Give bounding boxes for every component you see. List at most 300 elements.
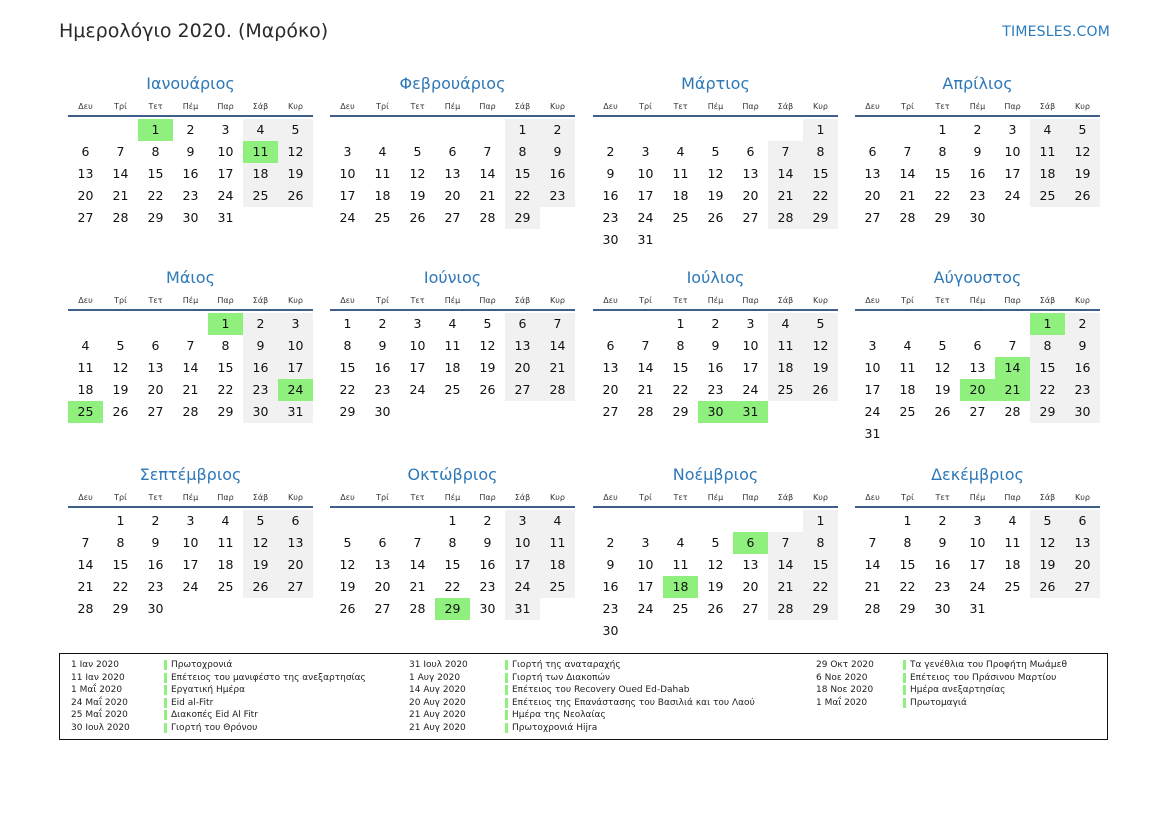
legend-color-marker (903, 685, 906, 695)
legend-color-marker (903, 673, 906, 683)
empty-cell (400, 510, 435, 532)
day-cell: 28 (768, 598, 803, 620)
empty-cell (68, 510, 103, 532)
holiday-day-cell: 11 (243, 141, 278, 163)
day-cell: 22 (803, 185, 838, 207)
day-cell: 20 (602, 382, 619, 397)
day-cell: 2 (378, 316, 387, 331)
day-cell: 25 (1004, 579, 1021, 594)
day-cell: 11 (540, 532, 575, 554)
day-cell: 19 (479, 360, 496, 375)
weekday-header (68, 294, 313, 311)
weekday-label: Κυρ (1075, 102, 1090, 111)
day-cell: 8 (803, 532, 838, 554)
day-cell: 24 (339, 210, 356, 225)
day-cell: 14 (768, 554, 803, 576)
empty-cell (68, 313, 103, 335)
legend-holiday-name: Eid al-Fitr (171, 697, 214, 708)
weekday-label: Πέμ (969, 296, 986, 305)
weekday-header (68, 100, 313, 117)
holiday-day-cell: 1 (208, 313, 243, 335)
empty-cell (890, 119, 925, 141)
day-cell: 15 (112, 557, 129, 572)
legend-holiday-name: Πρωτοχρονιά (171, 660, 233, 670)
empty-cell (733, 510, 768, 532)
day-cell: 2 (1065, 313, 1100, 335)
weekday-header (855, 294, 1100, 311)
weekday-label: Τρί (639, 493, 652, 502)
day-cell: 29 (1030, 401, 1065, 423)
day-cell: 6 (151, 338, 160, 353)
weekday-label: Σάβ (777, 102, 794, 111)
weekday-label: Σάβ (252, 493, 269, 502)
day-cell: 21 (899, 188, 916, 203)
day-cell: 1 (676, 316, 685, 331)
weekday-header (330, 100, 575, 117)
day-cell: 24 (637, 210, 654, 225)
legend-color-marker (164, 710, 167, 720)
day-cell: 26 (339, 601, 356, 616)
day-cell: 18 (768, 357, 803, 379)
weekday-label: Παρ (479, 102, 496, 111)
day-cell: 3 (868, 338, 877, 353)
weekday-header (593, 491, 838, 508)
day-cell: 15 (505, 163, 540, 185)
day-cell: 25 (243, 185, 278, 207)
holiday-legend (59, 653, 1108, 740)
day-cell: 31 (864, 426, 881, 441)
day-cell: 6 (1065, 510, 1100, 532)
day-cell: 31 (969, 601, 986, 616)
weekday-label: Δευ (78, 296, 93, 305)
day-cell: 26 (243, 576, 278, 598)
day-cell: 20 (742, 188, 759, 203)
day-cell: 2 (711, 316, 720, 331)
weekday-label: Τετ (148, 102, 163, 111)
day-cell: 25 (444, 382, 461, 397)
day-cell: 28 (479, 210, 496, 225)
day-grid (68, 510, 313, 620)
day-cell: 13 (742, 166, 759, 181)
day-cell: 30 (374, 404, 391, 419)
legend-holiday-name: Επέτειος του Recovery Oued Ed-Dahab (512, 685, 690, 695)
weekday-label: Τρί (639, 102, 652, 111)
day-cell: 11 (1004, 535, 1021, 550)
day-cell: 30 (602, 232, 619, 247)
month-name: Μάιος (166, 268, 215, 287)
day-cell: 8 (1030, 335, 1065, 357)
day-cell: 21 (409, 579, 426, 594)
day-cell: 6 (448, 144, 457, 159)
day-cell: 8 (343, 338, 352, 353)
day-cell: 11 (1030, 141, 1065, 163)
day-cell: 3 (221, 122, 230, 137)
weekday-label: Παρ (1004, 102, 1021, 111)
day-cell: 6 (278, 510, 313, 532)
legend-color-marker (505, 723, 508, 733)
empty-cell (768, 119, 803, 141)
day-cell: 28 (637, 404, 654, 419)
day-cell: 12 (243, 532, 278, 554)
weekday-label: Πέμ (182, 493, 199, 502)
day-cell: 3 (278, 313, 313, 335)
weekday-label: Τρί (376, 493, 389, 502)
day-cell: 28 (768, 207, 803, 229)
day-cell: 31 (505, 598, 540, 620)
day-cell: 8 (151, 144, 160, 159)
day-cell: 15 (803, 163, 838, 185)
legend-holiday-name: Γιορτή των Διακοπών (512, 672, 611, 683)
weekday-label: Κυρ (550, 296, 565, 305)
day-cell: 4 (448, 316, 457, 331)
weekday-label: Δευ (865, 102, 880, 111)
legend-holiday-name: Επέτειος του Πράσινου Μαρτίου (910, 672, 1057, 683)
day-cell: 23 (182, 188, 199, 203)
day-cell: 7 (768, 532, 803, 554)
legend-holiday-name: Επέτειος του μανιφέστο της ανεξαρτησίας (171, 672, 366, 683)
legend-date: 11 Ιαν 2020 (71, 672, 125, 683)
day-cell: 9 (540, 141, 575, 163)
day-cell: 13 (969, 360, 986, 375)
day-cell: 21 (637, 382, 654, 397)
holiday-day-cell: 29 (435, 598, 470, 620)
day-cell: 5 (483, 316, 492, 331)
holiday-day-cell: 14 (995, 357, 1030, 379)
empty-cell (925, 313, 960, 335)
weekday-label: Πέμ (707, 493, 724, 502)
day-cell: 22 (112, 579, 129, 594)
month-calendar (68, 72, 313, 229)
day-cell: 14 (182, 360, 199, 375)
day-cell: 2 (151, 513, 160, 528)
empty-cell (855, 119, 890, 141)
day-grid (68, 313, 313, 423)
empty-cell (890, 313, 925, 335)
day-cell: 12 (707, 557, 724, 572)
empty-cell (855, 313, 890, 335)
empty-cell (855, 510, 890, 532)
weekday-label: Δευ (78, 102, 93, 111)
day-cell: 12 (1065, 141, 1100, 163)
day-cell: 21 (182, 382, 199, 397)
empty-cell (628, 119, 663, 141)
legend-date: 1 Ιαν 2020 (71, 660, 119, 670)
day-cell: 22 (1030, 379, 1065, 401)
weekday-label: Παρ (217, 493, 234, 502)
day-cell: 9 (973, 144, 982, 159)
day-cell: 20 (77, 188, 94, 203)
day-cell: 23 (147, 579, 164, 594)
month-name: Αύγουστος (933, 268, 1022, 287)
weekday-label: Σάβ (1039, 102, 1056, 111)
day-cell: 24 (742, 382, 759, 397)
day-cell: 24 (217, 188, 234, 203)
legend-date: 1 Μαΐ 2020 (816, 697, 868, 708)
day-cell: 11 (217, 535, 234, 550)
day-cell: 15 (672, 360, 689, 375)
day-cell: 9 (606, 166, 615, 181)
weekday-label: Κυρ (1075, 296, 1090, 305)
day-cell: 22 (934, 188, 951, 203)
day-cell: 10 (505, 532, 540, 554)
day-cell: 26 (112, 404, 129, 419)
day-cell: 5 (711, 535, 720, 550)
day-cell: 2 (483, 513, 492, 528)
day-cell: 27 (742, 601, 759, 616)
day-cell: 16 (147, 557, 164, 572)
day-cell: 28 (864, 601, 881, 616)
day-cell: 5 (413, 144, 422, 159)
day-cell: 22 (505, 185, 540, 207)
legend-date: 1 Μαΐ 2020 (71, 685, 123, 695)
day-cell: 26 (934, 404, 951, 419)
empty-cell (365, 119, 400, 141)
weekday-header (593, 100, 838, 117)
weekday-label: Δευ (603, 296, 618, 305)
day-cell: 2 (540, 119, 575, 141)
day-cell: 21 (768, 185, 803, 207)
day-cell: 29 (803, 207, 838, 229)
day-cell: 4 (378, 144, 387, 159)
day-cell: 28 (182, 404, 199, 419)
day-cell: 11 (672, 557, 689, 572)
weekday-label: Τετ (935, 296, 950, 305)
day-cell: 17 (505, 554, 540, 576)
day-cell: 1 (903, 513, 912, 528)
weekday-label: Παρ (742, 102, 759, 111)
month-calendar (855, 72, 1100, 229)
day-cell: 13 (147, 360, 164, 375)
day-cell: 13 (602, 360, 619, 375)
empty-cell (593, 510, 628, 532)
day-cell: 8 (221, 338, 230, 353)
day-cell: 17 (217, 166, 234, 181)
day-cell: 14 (112, 166, 129, 181)
day-cell: 19 (934, 382, 951, 397)
month-name: Οκτώβριος (407, 465, 498, 484)
day-cell: 24 (409, 382, 426, 397)
legend-color-marker (903, 698, 906, 708)
weekday-label: Τρί (901, 102, 914, 111)
weekday-label: Τετ (673, 493, 688, 502)
day-cell: 15 (339, 360, 356, 375)
weekday-header (68, 491, 313, 508)
holiday-day-cell: 31 (733, 401, 768, 423)
day-cell: 9 (711, 338, 720, 353)
day-cell: 7 (81, 535, 90, 550)
empty-cell (173, 313, 208, 335)
day-cell: 11 (77, 360, 94, 375)
weekday-label: Παρ (742, 296, 759, 305)
legend-color-marker (903, 660, 906, 670)
day-cell: 1 (803, 510, 838, 532)
day-cell: 27 (742, 210, 759, 225)
holiday-day-cell: 6 (733, 532, 768, 554)
day-cell: 19 (112, 382, 129, 397)
day-cell: 28 (112, 210, 129, 225)
day-cell: 6 (606, 338, 615, 353)
day-cell: 5 (278, 119, 313, 141)
day-cell: 7 (116, 144, 125, 159)
holiday-day-cell: 30 (698, 401, 733, 423)
day-cell: 28 (1004, 404, 1021, 419)
day-cell: 29 (899, 601, 916, 616)
day-cell: 10 (339, 166, 356, 181)
legend-date: 29 Οκτ 2020 (816, 660, 874, 670)
weekday-label: Παρ (217, 296, 234, 305)
day-cell: 16 (707, 360, 724, 375)
day-cell: 29 (803, 598, 838, 620)
day-cell: 22 (672, 382, 689, 397)
day-cell: 2 (186, 122, 195, 137)
day-cell: 19 (409, 188, 426, 203)
weekday-label: Παρ (217, 102, 234, 111)
legend-holiday-name: Ημέρα ανεξαρτησίας (910, 685, 1006, 695)
legend-date: 24 Μαΐ 2020 (71, 697, 128, 708)
day-cell: 24 (637, 601, 654, 616)
day-cell: 16 (969, 166, 986, 181)
day-cell: 26 (278, 185, 313, 207)
legend-holiday-name: Τα γενέθλια του Προφήτη Μωάμεθ (910, 660, 1067, 670)
empty-cell (365, 510, 400, 532)
day-cell: 10 (637, 557, 654, 572)
weekday-label: Πέμ (969, 493, 986, 502)
legend-holiday-name: Πρωτομαγιά (910, 697, 967, 708)
day-cell: 1 (938, 122, 947, 137)
day-cell: 20 (742, 579, 759, 594)
day-cell: 26 (707, 601, 724, 616)
day-cell: 17 (339, 188, 356, 203)
day-cell: 29 (112, 601, 129, 616)
day-cell: 21 (540, 357, 575, 379)
empty-cell (593, 313, 628, 335)
day-cell: 27 (1065, 576, 1100, 598)
day-cell: 30 (934, 601, 951, 616)
day-cell: 23 (602, 601, 619, 616)
day-cell: 26 (479, 382, 496, 397)
day-cell: 14 (479, 166, 496, 181)
day-cell: 18 (374, 188, 391, 203)
day-cell: 26 (409, 210, 426, 225)
month-calendar (68, 266, 313, 423)
weekday-label: Κυρ (550, 102, 565, 111)
day-cell: 17 (637, 579, 654, 594)
weekday-label: Δευ (78, 493, 93, 502)
empty-cell (68, 119, 103, 141)
day-cell: 4 (676, 144, 685, 159)
day-cell: 29 (505, 207, 540, 229)
day-cell: 31 (278, 401, 313, 423)
day-cell: 8 (938, 144, 947, 159)
day-cell: 8 (116, 535, 125, 550)
day-cell: 16 (374, 360, 391, 375)
day-cell: 19 (707, 579, 724, 594)
day-cell: 19 (1030, 554, 1065, 576)
day-cell: 11 (374, 166, 391, 181)
day-cell: 12 (479, 338, 496, 353)
day-cell: 17 (969, 557, 986, 572)
day-cell: 25 (217, 579, 234, 594)
weekday-label: Κυρ (288, 296, 303, 305)
day-cell: 20 (505, 357, 540, 379)
weekday-label: Κυρ (550, 493, 565, 502)
legend-date: 25 Μαΐ 2020 (71, 710, 128, 720)
month-name: Ιούνιος (423, 268, 482, 287)
day-cell: 28 (409, 601, 426, 616)
weekday-label: Παρ (479, 493, 496, 502)
day-cell: 22 (803, 576, 838, 598)
weekday-label: Τρί (901, 296, 914, 305)
day-cell: 9 (378, 338, 387, 353)
day-grid (330, 119, 575, 229)
day-cell: 18 (540, 554, 575, 576)
day-cell: 2 (606, 535, 615, 550)
day-cell: 12 (707, 166, 724, 181)
page-title: Ημερολόγιο 2020. (Μαρόκο) (59, 20, 329, 42)
weekday-label: Τρί (639, 296, 652, 305)
day-cell: 31 (217, 210, 234, 225)
day-cell: 5 (938, 338, 947, 353)
day-cell: 24 (1004, 188, 1021, 203)
day-cell: 29 (217, 404, 234, 419)
day-cell: 3 (343, 144, 352, 159)
day-cell: 20 (278, 554, 313, 576)
day-cell: 26 (1065, 185, 1100, 207)
day-cell: 24 (969, 579, 986, 594)
legend-date: 18 Νοε 2020 (816, 685, 874, 695)
weekday-header (593, 294, 838, 311)
day-cell: 7 (413, 535, 422, 550)
day-cell: 18 (1030, 163, 1065, 185)
weekday-label: Σάβ (1039, 493, 1056, 502)
day-cell: 24 (182, 579, 199, 594)
day-cell: 4 (221, 513, 230, 528)
month-name: Δεκέμβριος (931, 465, 1024, 484)
weekday-label: Παρ (742, 493, 759, 502)
day-cell: 5 (803, 313, 838, 335)
day-cell: 30 (479, 601, 496, 616)
day-cell: 23 (374, 382, 391, 397)
day-cell: 17 (278, 357, 313, 379)
day-cell: 13 (505, 335, 540, 357)
day-cell: 16 (602, 579, 619, 594)
day-cell: 20 (864, 188, 881, 203)
day-cell: 14 (637, 360, 654, 375)
weekday-label: Σάβ (514, 493, 531, 502)
day-cell: 3 (413, 316, 422, 331)
day-cell: 23 (707, 382, 724, 397)
weekday-label: Πέμ (182, 296, 199, 305)
day-cell: 4 (1008, 513, 1017, 528)
day-cell: 3 (746, 316, 755, 331)
day-cell: 31 (637, 232, 654, 247)
empty-cell (330, 119, 365, 141)
day-cell: 7 (483, 144, 492, 159)
day-cell: 27 (969, 404, 986, 419)
weekday-label: Κυρ (813, 493, 828, 502)
legend-color-marker (164, 660, 167, 670)
day-cell: 13 (77, 166, 94, 181)
day-cell: 17 (864, 382, 881, 397)
legend-date: 6 Νοε 2020 (816, 672, 868, 683)
holiday-day-cell: 20 (960, 379, 995, 401)
day-grid (593, 313, 838, 423)
brand-link[interactable]: TIMESLES.COM (1002, 24, 1110, 40)
day-cell: 3 (1008, 122, 1017, 137)
month-name: Μάρτιος (681, 74, 750, 93)
day-cell: 16 (182, 166, 199, 181)
day-cell: 3 (505, 510, 540, 532)
